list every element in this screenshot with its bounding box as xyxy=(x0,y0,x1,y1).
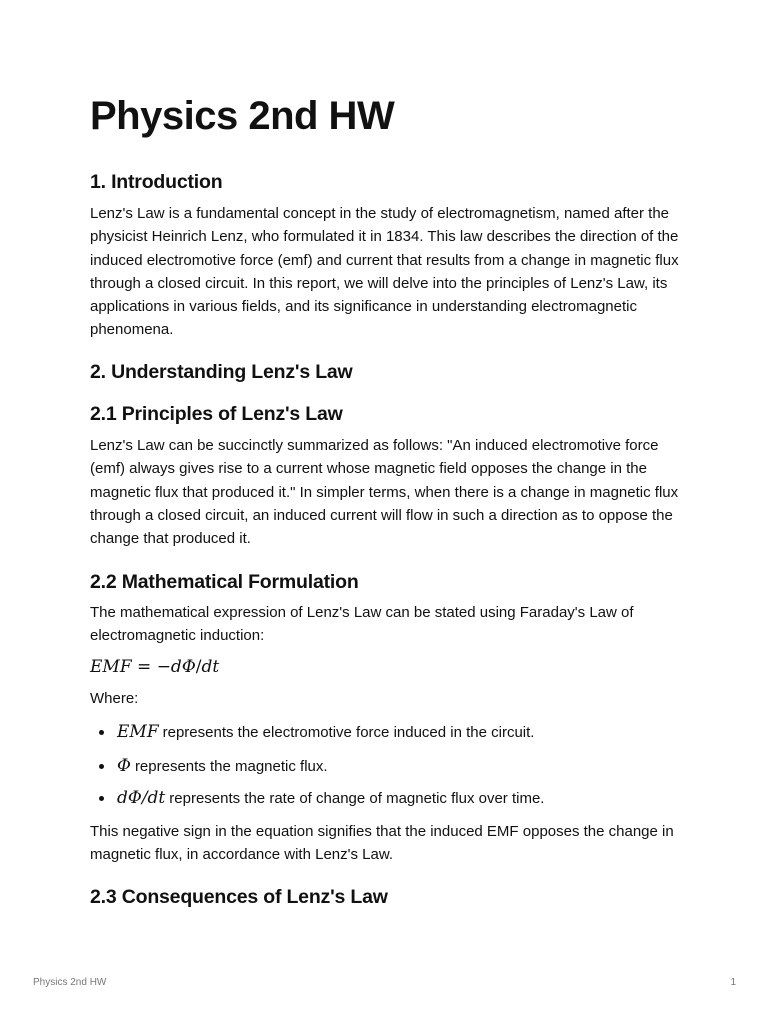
definition-content xyxy=(117,720,534,745)
math-symbol: Φ xyxy=(117,756,131,776)
bullet-icon xyxy=(99,764,104,769)
principles-heading: 2.1 Principles of Lenz's Law xyxy=(90,403,343,425)
where-label: Where: xyxy=(90,690,139,707)
footer-page-number: 1 xyxy=(730,977,736,988)
principles-paragraph: Lenz's Law can be succinctly summarized as follows: "An induced electromotive force (emf) always gives rise to a current whose magnetic field opposes the change in the magnetic flux that produced it." In simpler terms, when there is a change in magnetic flux through a closed circuit, an induced current will flow in such a direction as to oppose the change that produced it. xyxy=(90,437,679,548)
equation-rhs-prefix: −dΦ xyxy=(156,657,196,677)
bullet-icon xyxy=(99,730,104,735)
lenz-law-equation xyxy=(90,655,219,679)
definition-content xyxy=(117,754,328,779)
mathematical-expression-intro: The mathematical expression of Lenz's Law can be stated using Faraday's Law of electromagnetic induction: xyxy=(90,604,634,645)
equation-rhs-suffix: dt xyxy=(201,657,220,677)
definition-content xyxy=(117,786,544,811)
footer-document-name: Physics 2nd HW xyxy=(33,977,107,988)
equation-lhs: EMF xyxy=(90,657,132,677)
equation-equals: = xyxy=(137,657,152,677)
definition-text: represents the electromotive force induced in the circuit. xyxy=(162,724,535,741)
introduction-paragraph: Lenz's Law is a fundamental concept in the study of electromagnetism, named after the physicist Heinrich Lenz, who formulated it in 1834. This law describes the direction of the induced electromotive force (emf) and current that results from a change in magnetic flux through a closed circuit. In this report, we will delve into the principles of Lenz's Law, its applications in various fields, and its significance in understanding electromagnetic phenomena. xyxy=(90,205,679,339)
understanding-lenz-law-heading: 2. Understanding Lenz's Law xyxy=(90,361,353,383)
definition-text: represents the magnetic flux. xyxy=(134,758,328,775)
negative-sign-paragraph: This negative sign in the equation signifies that the induced EMF opposes the change in magnetic flux, in accordance with Lenz's Law. xyxy=(90,823,674,864)
bullet-icon xyxy=(99,796,104,801)
consequences-heading: 2.3 Consequences of Lenz's Law xyxy=(90,886,388,908)
page-title: Physics 2nd HW xyxy=(90,94,395,138)
mathematical-formulation-heading: 2.2 Mathematical Formulation xyxy=(90,571,359,593)
math-symbol: EMF xyxy=(117,722,159,742)
definition-text: represents the rate of change of magnetic flux over time. xyxy=(169,790,545,807)
equation-slash: / xyxy=(195,657,202,677)
math-symbol: dΦ/dt xyxy=(117,788,166,808)
introduction-heading: 1. Introduction xyxy=(90,171,223,193)
